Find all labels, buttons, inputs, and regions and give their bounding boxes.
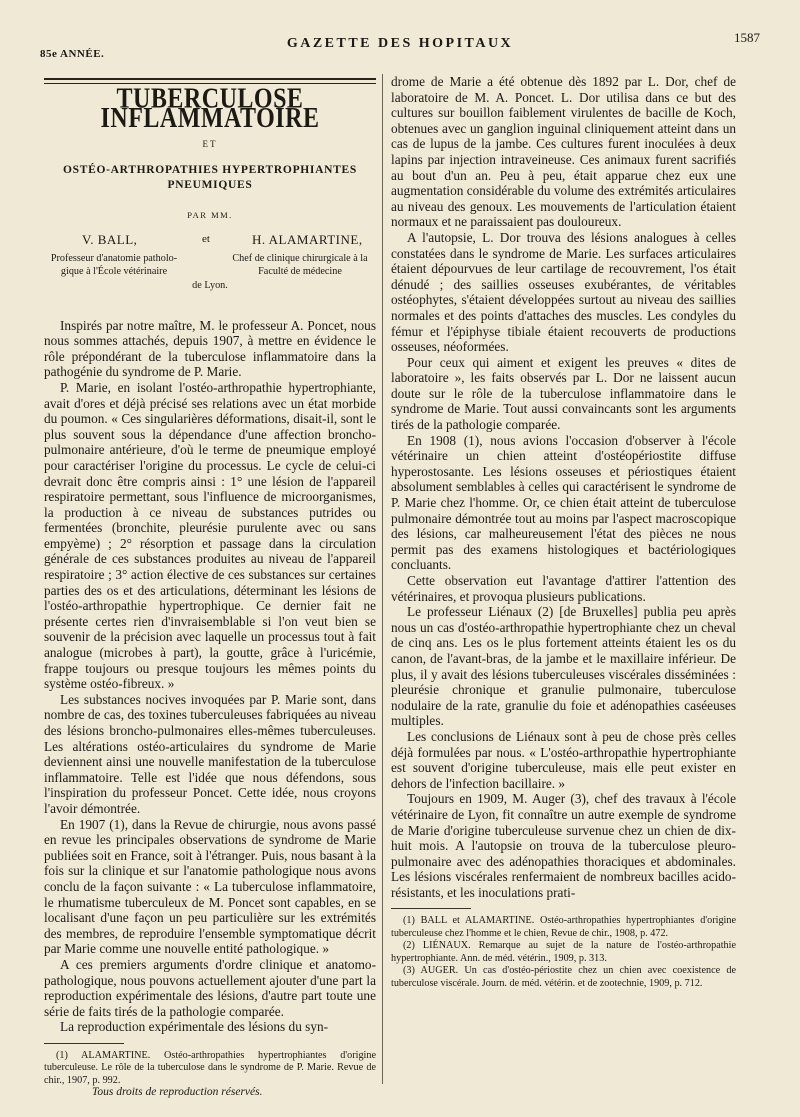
paragraph: La reproduction expérimentale des lésions du syn-: [60, 1019, 329, 1035]
author-2-name: H. ALAMARTINE,: [252, 231, 363, 247]
footnote: (3) AUGER. Un cas d'ostéo-périostite chez un chien avec coexistence de tuberculose viscérale. Journ. de méd. vétérin. et de zootechnie, 1909, p. 712.: [391, 965, 736, 989]
paragraph: A l'autopsie, L. Dor trouva des lésions analogues à celles constatées dans le syndrome de Marie. Les surfaces articulaires étaient dépourvues de leur cartilage de recouvrement, l'os était dénudé ; des saillies osseuses exubérantes, de véritables ostéophytes, s'étaient développées surtout au niveau des saillies normales et des points d'attaches des muscles. Les condyles du fémur et l'épiphyse tibiale étaient recouverts de productions osseuses, néoformées.: [391, 229, 736, 355]
article-title: TUBERCULOSE INFLAMMATOIRE: [100, 83, 320, 134]
journal-title: GAZETTE DES HOPITAUX: [286, 36, 514, 51]
paragraph: En 1908 (1), nous avions l'occasion d'observer à l'école vétérinaire un chien atteint d'ostéopériostite diffuse hyperostosante. Les lésions osseuses et périostiques étaient absolument semblables à celles qui caractérisent le syndrome de P. Marie chez l'homme. Or, ce chien était atteint de tuberculose pulmonaire démontrée tout au moins par l'aspect macroscopique des lésions, car malheureusement l'état des pièces ne nous permit pas des examens histologiques et bactériologiques concluants.: [391, 432, 736, 573]
left-footnotes: [44, 1050, 376, 1087]
paragraph: drome de Marie a été obtenue dès 1892 par L. Dor, chef de laboratoire de M. A. Poncet. L. Dor utilisa dans ce but des cultures sur bouillon faiblement virulentes de bacille de Koch, obtenues avec un ganglion inguinal cliniquement atteint dans un cas de lupus de la jambe. Ces cultures furent inoculées à deux lapins par injection intraveineuse. Ces animaux furent sacrifiés au bout d'un an. Peu à peu, était apparue chez eux une augmentation considérable du volume des extrémités articulaires au niveau des genoux. Les mouvements de l'articulation étaient normaux et ne paraissaient pas douloureux.: [391, 74, 736, 230]
footnote-rule: [391, 908, 471, 909]
paragraph: Le professeur Liénaux (2) [de Bruxelles] publia peu après nous un cas d'ostéo-arthropathie hypertrophiante chez un cheval de cinq ans. Les os le plus fortement atteints étaient les os du canon, de l'avant-bras, de la jambe et le maxillaire inférieur. De plus, il y avait des lésions tuberculeuses viscérales disséminées : pleurésie chronique et granulie pulmonaire, tuberculose nodulaire de la rate, granulie du foie et adénopathies caséeuses multiples.: [391, 604, 736, 729]
paragraph: Les conclusions de Liénaux sont à peu de chose près celles déjà formulées par nous. « L'ostéo-arthropathie hypertrophiante est souvent d'origine tuberculeuse, mais elle peut exister en dehors de l'infection bacillaire. »: [391, 728, 736, 791]
paragraph: Cette observation eut l'avantage d'attirer l'attention des vétérinaires, et provoqua plusieurs publications.: [391, 573, 736, 604]
authors-city: de Lyon.: [192, 279, 228, 291]
paragraph: A ces premiers arguments d'ordre clinique et anatomo-pathologique, nous pouvons actuellement ajouter d'une part la reproduction expérimentale des lésions, d'autre part toute une série de faits tirés de la pathologie comparée.: [44, 956, 376, 1019]
right-footnotes: [391, 915, 736, 989]
paragraph: Inspirés par notre maître, M. le professeur A. Poncet, nous nous sommes attachés, depuis 1907, à mettre en évidence le rôle prépondérant de la tuberculose inflammatoire dans la pathogénie du syndrome de P. Marie.: [44, 317, 376, 380]
footnote: (1) ALAMARTINE. Ostéo-arthropathies hypertrophiantes d'origine tuberculeuse. Le rôle de la tuberculose dans le syndrome de P. Marie. Revue de chir., 1907, p. 992.: [44, 1049, 376, 1086]
paragraph: Toujours en 1909, M. Auger (3), chef des travaux à l'école vétérinaire de Lyon, fit connaître un autre exemple de syndrome de Marie d'origine tuberculeuse survenue chez un chien de dix-huit mois. A l'autopsie on trouva de la tuberculose pleuro-pulmonaire avec des adénopathies thoraciques et abdominales. Les lésions viscérales renfermaient de nombreux bacilles acido-résistants, et les inoculations prati-: [391, 791, 736, 900]
footnote: (2) LIÉNAUX. Remarque au sujet de la nature de l'ostéo-arthropathie hypertrophiante. Ann. de méd. vétérin., 1909, p. 313.: [391, 940, 736, 964]
right-column: [391, 74, 736, 990]
author-1-title: Professeur d'anatomie patholo-gique à l'École vétérinaire: [50, 252, 178, 277]
copyright-notice: Tous droits de reproduction réservés.: [92, 1086, 263, 1098]
paragraph: En 1907 (1), dans la Revue de chirurgie, nous avons passé en revue les principales observations de syndrome de Marie publiées soit en France, soit à l'étranger. Puis, nous basant à la fois sur la clinique et sur l'anatomie pathologique nous avons conclu de la façon suivante : « La tuberculose inflammatoire, le rhumatisme tuberculeux de M. Poncet sont capables, en se localisant d'une façon un peu particulière sur les extrémités des membres, de reproduire l'ensemble symptomatique décrit par Marie comme une nouvelle entité pathologique. »: [44, 816, 376, 957]
authors-and: et: [202, 232, 210, 245]
authors-block: [44, 230, 376, 308]
footnote-rule: [44, 1043, 124, 1044]
left-column: [44, 74, 376, 1087]
page-header: [40, 30, 760, 64]
title-conjunction: ET: [202, 139, 218, 150]
byline-par: PAR MM.: [187, 209, 233, 220]
author-2-title: Chef de clinique chirurgicale à la Faculté de médecine: [232, 252, 368, 277]
column-divider: [382, 74, 383, 1084]
footnote: (1) BALL et ALAMARTINE. Ostéo-arthropathies hypertrophiantes d'origine tuberculeuse chez l'homme et le chien, Revue de chir., 1908, p. 472.: [391, 915, 736, 939]
page-number: 1587: [734, 30, 760, 45]
volume-year: 85e ANNÉE.: [40, 48, 105, 60]
paragraph: Pour ceux qui aiment et exigent les preuves « dites de laboratoire », les faits observés par L. Dor ne laissent aucun doute sur le rôle de la tuberculose inflammatoire dans le syndrome de Marie. Tout aussi convaincants sont les arguments tirés de la pathologie comparée.: [391, 354, 736, 433]
paragraph: P. Marie, en isolant l'ostéo-arthropathie hypertrophiante, avait d'ores et déjà précisé ses relations avec un état morbide du poumon. « Ces singularières déformations, disait-il, sont le plus souvent sous la dépendance d'une affection broncho-pulmonaire antérieure, d'où le terme de pneumique employé pour caractériser l'origine du processus. Le cycle de celui-ci devrait donc être compris ainsi : 1° une lésion de l'appareil respiratoire permettant, sous l'influence de microorganismes, la production à ce niveau de substances putrides ou fermentées (bronchite, pleurésie purulente avec ou sans empyème) ; 2° résorption et passage dans la circulation générale de ces substances produites au niveau de l'appareil respiratoire ; 3° action élective de ces substances sur certaines parties des os et des articulations, déterminant les lésions de l'ostéo-arthropathie hypertrophique. Ce dernier fait ne présente certes rien d'invraisemblable si l'on veut bien se souvenir de la précision avec laquelle un processus tout à fait analogue (microbes à part), la goutte, grâce à l'uricémie, frappe toujours ou presque toujours les mêmes points du système ostéo-fibreux. »: [44, 379, 376, 692]
article-subtitle: OSTÉO-ARTHROPATHIES HYPERTROPHIANTES PNEUMIQUES: [63, 163, 357, 192]
paragraph: Les substances nocives invoquées par P. Marie sont, dans nombre de cas, des toxines tuberculeuses fabriquées au niveau des lésions broncho-pulmonaires elles-mêmes tuberculeuses. Les altérations ostéo-articulaires du syndrome de Marie deviennent ainsi une nouvelle manifestation de la tuberculose inflammatoire. Telle est l'idée que nous défendons, sous l'inspiration du professeur Poncet. Cette idée, nous croyons l'avoir démontrée.: [44, 691, 376, 816]
author-1-name: V. BALL,: [82, 231, 138, 247]
